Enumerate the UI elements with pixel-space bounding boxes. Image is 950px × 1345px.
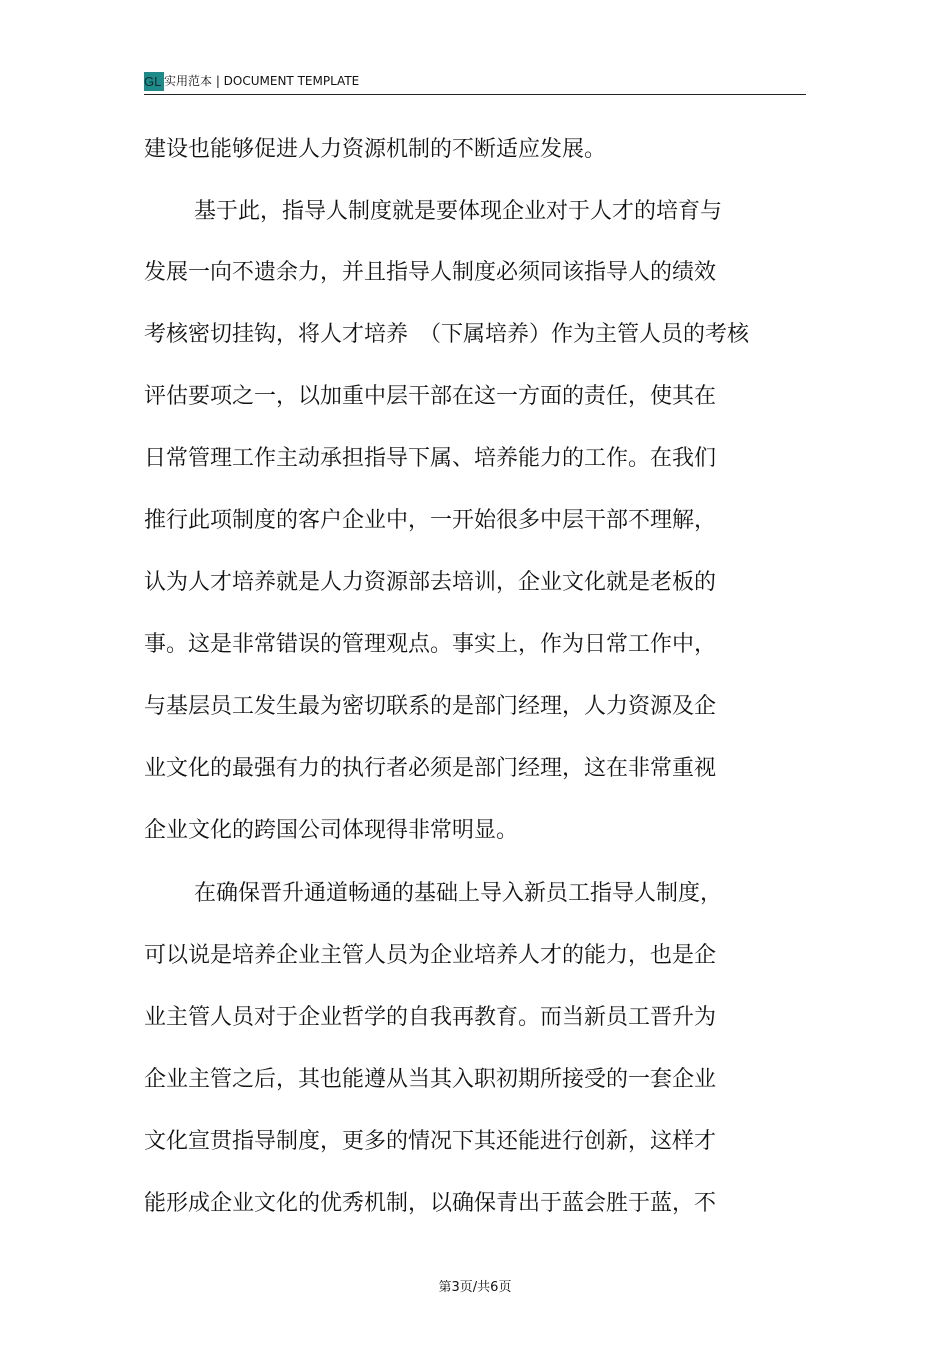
text-line: 可以说是培养企业主管人员为企业培养人才的能力，也是企: [144, 943, 717, 968]
text-line: 日常管理工作主动承担指导下属、培养能力的工作。在我们: [144, 446, 717, 471]
text-line: 事。这是非常错误的管理观点。事实上，作为日常工作中，: [144, 632, 717, 657]
text-line: 推行此项制度的客户企业中，一开始很多中层干部不理解，: [144, 508, 717, 533]
logo-text: GL: [144, 74, 162, 89]
paragraph-first-line: 在确保晋升通道畅通的基础上导入新员工指导人制度，: [194, 881, 723, 906]
text-line: 文化宣贯指导制度，更多的情况下其还能进行创新，这样才: [144, 1129, 717, 1154]
text-line: 业文化的最强有力的执行者必须是部门经理，这在非常重视: [144, 756, 717, 781]
text-line: 业主管人员对于企业哲学的自我再教育。而当新员工晋升为: [144, 1005, 717, 1030]
text-line: 考核密切挂钩，将人才培养 （下属培养）作为主管人员的考核: [144, 322, 750, 347]
text-line: 与基层员工发生最为密切联系的是部门经理，人力资源及企: [144, 694, 717, 719]
text-line: 企业文化的跨国公司体现得非常明显。: [144, 818, 519, 843]
text-line: 评估要项之一，以加重中层干部在这一方面的责任，使其在: [144, 384, 717, 409]
text-line: 企业主管之后，其也能遵从当其入职初期所接受的一套企业: [144, 1067, 717, 1092]
header-title: 实用范本 | DOCUMENT TEMPLATE: [164, 74, 360, 88]
text-line: 能形成企业文化的优秀机制，以确保青出于蓝会胜于蓝，不: [144, 1191, 717, 1216]
text-line: 发展一向不遗余力，并且指导人制度必须同该指导人的绩效: [144, 260, 717, 285]
text-line: 建设也能够促进人力资源机制的不断适应发展。: [144, 137, 607, 162]
paragraph-first-line: 基于此，指导人制度就是要体现企业对于人才的培育与: [194, 199, 723, 224]
page-number: 第3页/共6页: [438, 1280, 512, 1295]
text-line: 认为人才培养就是人力资源部去培训，企业文化就是老板的: [144, 570, 717, 595]
